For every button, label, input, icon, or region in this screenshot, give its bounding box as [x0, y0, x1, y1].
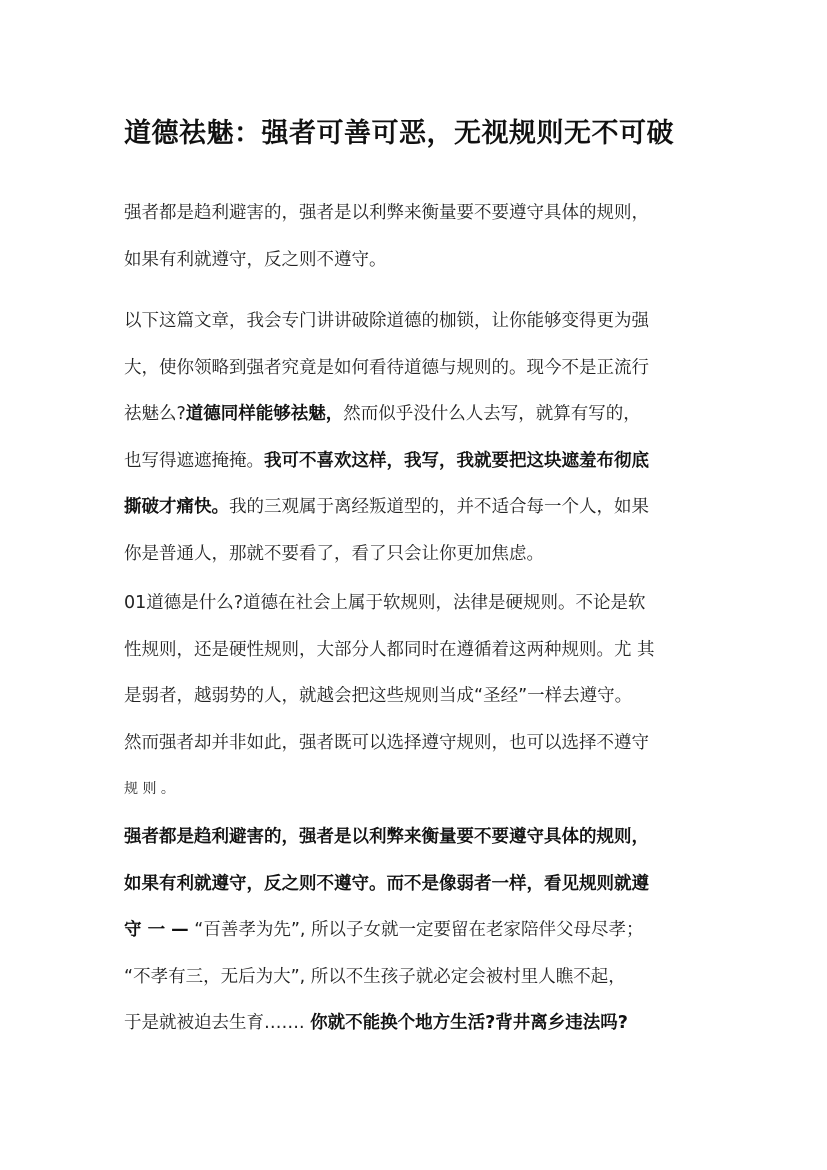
text-span: “百善孝为先” [188, 920, 300, 940]
text-line [124, 907, 712, 954]
text-line: 性规则，还是硬性规则，大部分人都同时在遵循着这两种规则。尤 其 [124, 639, 655, 660]
bold-text: 道德同样能够祛魅， [185, 404, 344, 424]
text-span: “不孝有三，无后为大” [124, 966, 300, 987]
bold-text: 你就不能换个地方生活?背井离乡违法吗? [310, 1013, 628, 1033]
text-line: 强者都是趋利避害的，强者是以利弊来衡量要不要遵守具体的规则， [124, 203, 649, 223]
bold-line: 强者都是趋利避害的，强者是以利弊来衡量要不要遵守具体的规则， [124, 827, 649, 847]
bold-text: 守 一 — [124, 920, 189, 940]
text-span: 于是就被迫去生育……. [124, 1013, 311, 1033]
text-line [124, 954, 712, 1001]
text-span: 然而似乎没什么人去写，就算有写的， [343, 404, 641, 424]
text-line [124, 484, 712, 531]
text-line: 如果有利就遵守，反之则不遵守。 [124, 249, 387, 270]
article-title: 道德祛魅：强者可善可恶，无视规则无不可破 [124, 118, 674, 149]
bold-text: 撕破才痛快。 [124, 497, 229, 517]
text-span: , 所以不生孩子就必定会被村里人瞧不起， [299, 966, 626, 987]
paragraph-intro [124, 190, 712, 283]
text-line: 然而强者却并非如此，强者既可以选择遵守规则，也可以选择不遵守 [124, 732, 649, 753]
text-line [124, 391, 712, 438]
text-span: 祛魅么? [124, 404, 186, 424]
paragraph-conclusion [124, 814, 712, 1047]
text-line [124, 1000, 712, 1047]
text-line: 你是普通人，那就不要看了，看了只会让你更加焦虑。 [124, 543, 544, 564]
text-span: , 所以子女就一定要留在老家陪伴父母尽孝； [299, 920, 644, 940]
text-line: 规 则 。 [124, 781, 175, 797]
paragraph-section-01 [124, 580, 712, 813]
text-line: 以下这篇文章，我会专门讲讲破除道德的枷锁，让你能够变得更为强 [124, 311, 649, 331]
bold-line: 如果有利就遵守，反之则不遵守。而不是像弱者一样，看见规则就遵 [124, 873, 649, 894]
bold-text: 我可不喜欢这样，我写，我就要把这块遮羞布彻底 [264, 450, 649, 471]
paragraph-preface [124, 298, 712, 577]
text-line: 是弱者，越弱势的人，就越会把这些规则当成“圣经”一样去遵守。 [124, 686, 633, 706]
text-span: 我的三观属于离经叛道型的，并不适合每一个人，如果 [229, 497, 649, 517]
text-line: 大，使你领略到强者究竟是如何看待道德与规则的。现今不是正流行 [124, 357, 649, 378]
text-span: 也写得遮遮掩掩。 [124, 450, 264, 471]
text-line [124, 438, 712, 485]
text-line: 01道德是什么?道德在社会上属于软规则，法律是硬规则。不论是软 [124, 593, 646, 613]
